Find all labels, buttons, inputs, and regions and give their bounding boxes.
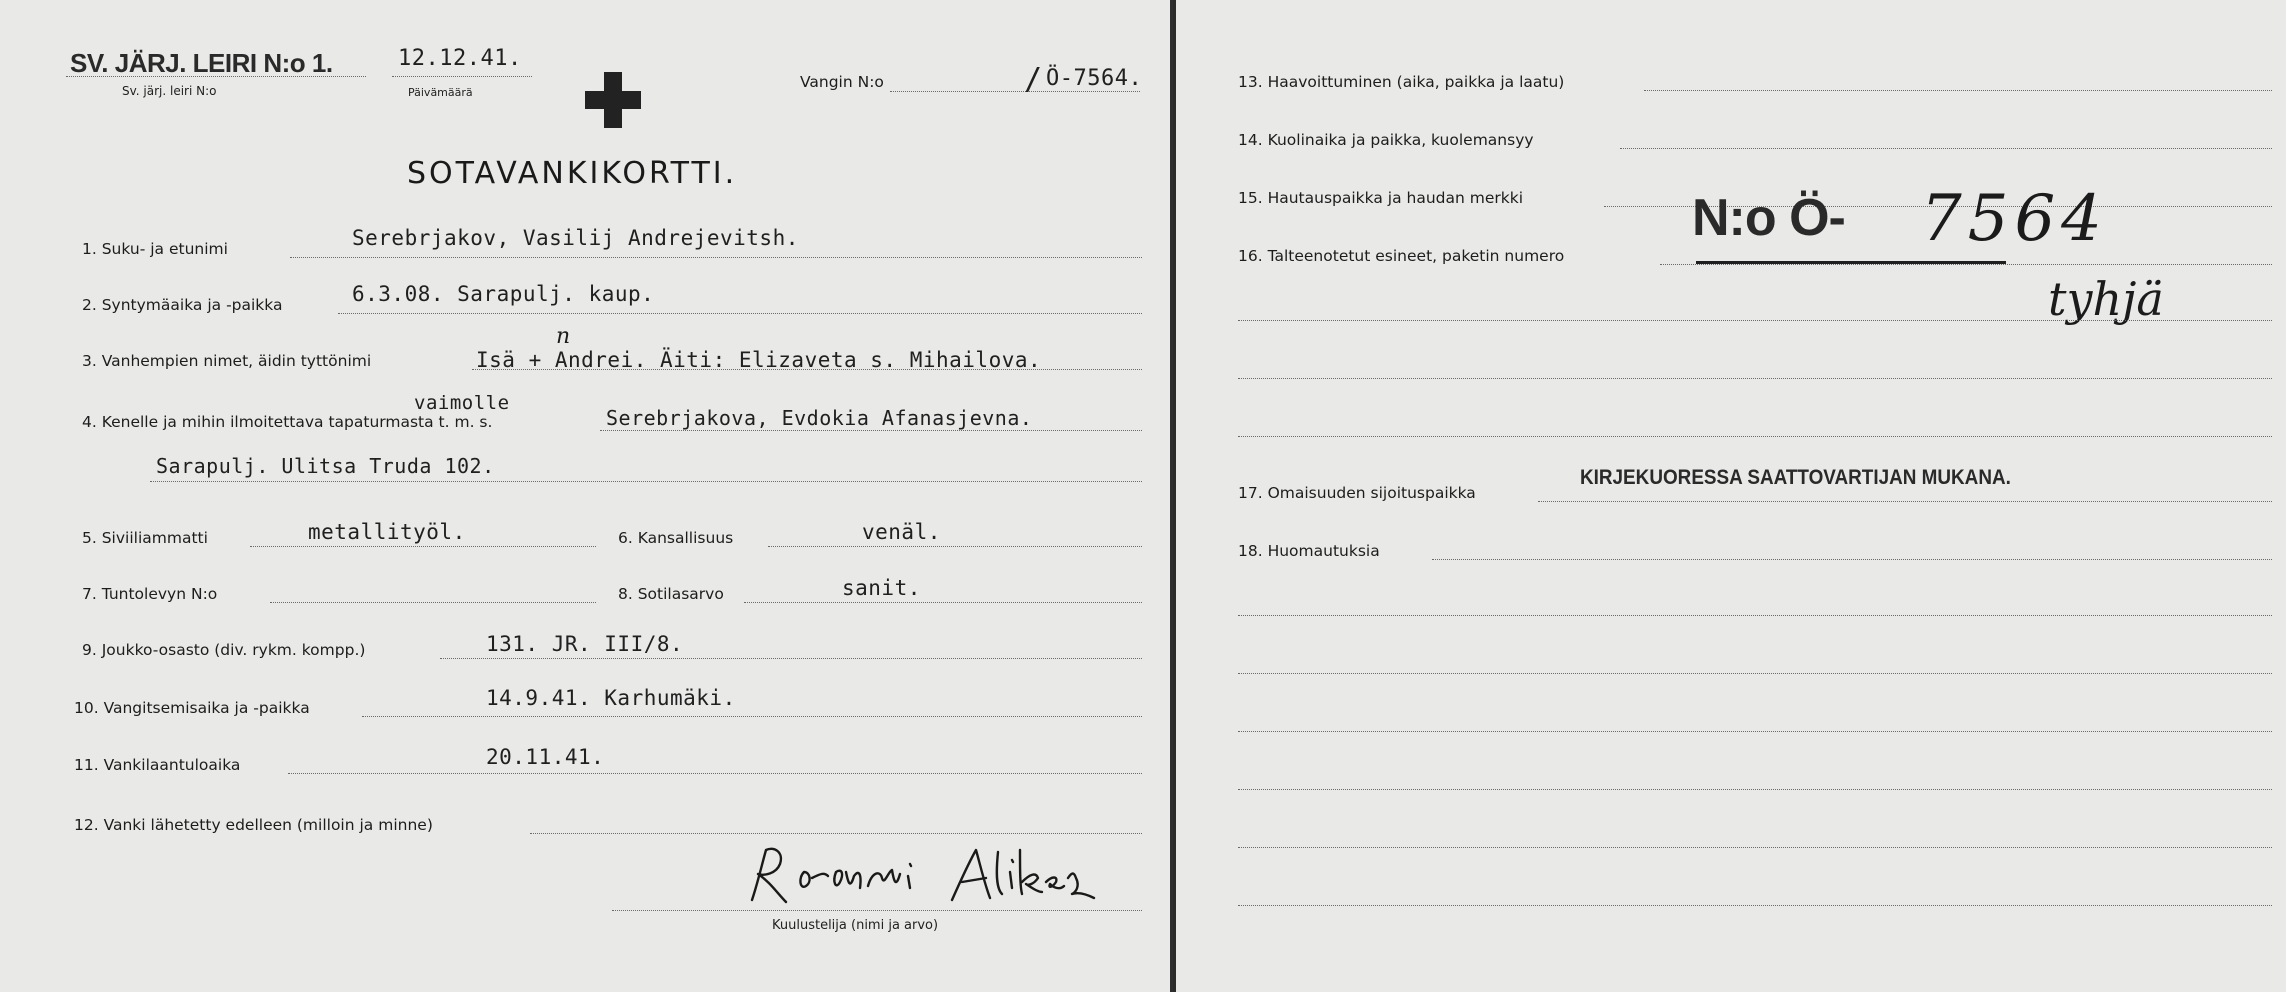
date-line: [392, 76, 532, 77]
date-value: 12.12.41.: [398, 46, 522, 71]
cross-icon: [585, 72, 641, 128]
field-10-value: 14.9.41. Karhumäki.: [486, 686, 736, 710]
signature-line: [612, 910, 1142, 911]
blank-line-6: [1238, 731, 2272, 732]
field-4-line2: Sarapulj. Ulitsa Truda 102.: [156, 454, 495, 478]
field-11-value: 20.11.41.: [486, 745, 605, 769]
field-12-label: 12. Vanki lähetetty edelleen (milloin ja minne): [74, 816, 433, 834]
field-17-line: [1538, 501, 2272, 502]
field-4-line2-rule: [150, 481, 1142, 482]
field-6-label: 6. Kansallisuus: [618, 529, 734, 547]
blank-line-1: [1238, 320, 2272, 321]
date-caption: Päivämäärä: [408, 86, 473, 99]
number-stamp: N:o Ö-: [1692, 189, 1845, 247]
field-6-value: venäl.: [862, 520, 941, 544]
field-9-value: 131. JR. III/8.: [486, 632, 684, 656]
prisoner-no-label: Vangin N:o: [800, 73, 884, 91]
blank-line-7: [1238, 789, 2272, 790]
field-8-label: 8. Sotilasarvo: [618, 585, 724, 603]
handwritten-insert: n: [556, 324, 571, 349]
blank-line-9: [1238, 905, 2272, 906]
field-18-line: [1432, 559, 2272, 560]
signature-caption: Kuulustelija (nimi ja arvo): [772, 918, 939, 933]
prisoner-no-line: [890, 91, 1140, 92]
field-7-label: 7. Tuntolevyn N:o: [82, 585, 218, 603]
field-1-value: Serebrjakov, Vasilij Andrejevitsh.: [352, 226, 799, 250]
camp-line: [66, 76, 366, 77]
blank-line-8: [1238, 847, 2272, 848]
field-8-value: sanit.: [842, 576, 921, 600]
field-2-value: 6.3.08. Sarapulj. kaup.: [352, 282, 655, 306]
field-6-line: [768, 546, 1142, 547]
handwritten-note: tyhjä: [2048, 272, 2164, 326]
field-13-line: [1644, 90, 2272, 91]
blank-line-4: [1238, 615, 2272, 616]
field-2-line: [338, 313, 1142, 314]
handwritten-number: 7564: [1921, 182, 2108, 256]
field-10-line: [362, 716, 1142, 717]
field-5-line: [250, 546, 596, 547]
field-13-label: 13. Haavoittuminen (aika, paikka ja laatu): [1238, 73, 1565, 91]
field-4-line: [600, 430, 1142, 431]
field-10-label: 10. Vangitsemisaika ja -paikka: [74, 699, 310, 717]
field-5-label: 5. Siviiliammatti: [82, 529, 208, 547]
field-4-label: 4. Kenelle ja mihin ilmoitettava tapaturmasta t. m. s.: [82, 413, 493, 431]
field-7-line: [270, 602, 596, 603]
field-17-label: 17. Omaisuuden sijoituspaikka: [1238, 484, 1476, 502]
camp-stamp: SV. JÄRJ. LEIRI N:o 1.: [70, 48, 333, 78]
camp-caption: Sv. järj. leiri N:o: [122, 84, 217, 98]
field-16-label: 16. Talteenotetut esineet, paketin numero: [1238, 247, 1565, 265]
field-8-line: [744, 602, 1142, 603]
field-15-label: 15. Hautauspaikka ja haudan merkki: [1238, 189, 1524, 207]
field-2-label: 2. Syntymäaika ja -paikka: [82, 296, 283, 314]
field-14-label: 14. Kuolinaika ja paikka, kuolemansyy: [1238, 131, 1534, 149]
field-4-value: Serebrjakova, Evdokia Afanasjevna.: [606, 406, 1033, 430]
field-11-line: [288, 773, 1142, 774]
blank-line-3: [1238, 436, 2272, 437]
field-16-line: [1660, 264, 2272, 265]
interrogator-signature: [740, 842, 1100, 912]
field-3-label: 3. Vanhempien nimet, äidin tyttönimi: [82, 352, 372, 370]
field-9-label: 9. Joukko-osasto (div. rykm. kompp.): [82, 641, 366, 659]
field-1-label: 1. Suku- ja etunimi: [82, 240, 228, 258]
prisoner-no-value: Ö-7564.: [1046, 66, 1143, 91]
prisoner-no-slash: /: [1024, 62, 1043, 97]
field-11-label: 11. Vankilaantuloaika: [74, 756, 241, 774]
field-12-line: [530, 833, 1142, 834]
field-14-line: [1620, 148, 2272, 149]
field-18-label: 18. Huomautuksia: [1238, 542, 1380, 560]
field-4-note: vaimolle: [414, 392, 510, 414]
field-17-stamp: KIRJEKUORESSA SAATTOVARTIJAN MUKANA.: [1580, 466, 2011, 489]
field-9-line: [440, 658, 1142, 659]
card-back: [1176, 0, 2286, 992]
blank-line-5: [1238, 673, 2272, 674]
field-1-line: [290, 257, 1142, 258]
field-3-value: Isä + Andrei. Äiti: Elizaveta s. Mihailova.: [476, 348, 1042, 372]
blank-line-2: [1238, 378, 2272, 379]
card-title: SOTAVANKIKORTTI.: [407, 156, 738, 191]
field-5-value: metallityöl.: [308, 520, 466, 544]
